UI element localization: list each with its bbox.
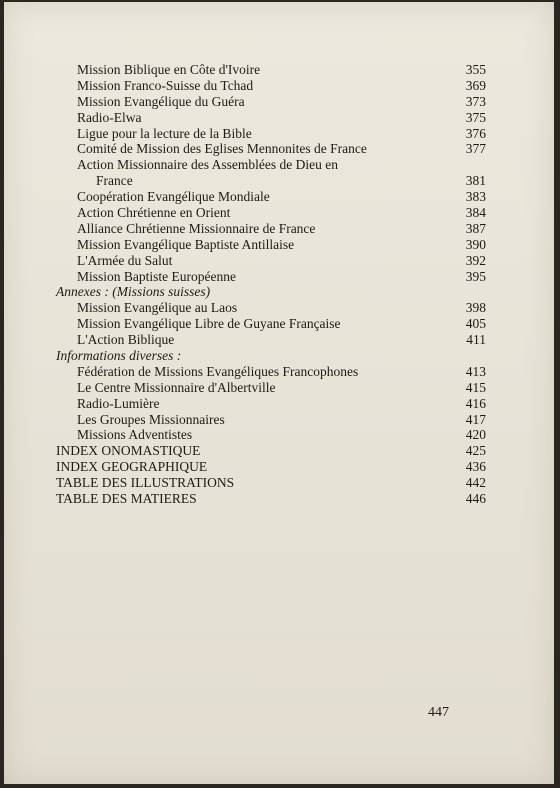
toc-entry-title: Radio-Lumière	[77, 395, 160, 411]
toc-entry-title: Radio-Elwa	[77, 109, 142, 125]
toc-entry-page: 405	[465, 316, 486, 332]
toc-entry	[56, 316, 486, 332]
page-number: 447	[428, 705, 449, 720]
toc-main-entry	[56, 443, 486, 459]
toc-entry-title: Comité de Mission des Eglises Mennonites de France	[77, 141, 367, 157]
toc-entry	[56, 62, 486, 78]
toc-entry	[56, 300, 486, 316]
toc-entry-title: INDEX ONOMASTIQUE	[56, 443, 201, 459]
toc-entry	[56, 364, 486, 380]
toc-entry	[56, 78, 486, 94]
toc-entry-page: 415	[465, 379, 486, 395]
toc-entry	[56, 427, 486, 443]
toc-main-entry	[56, 459, 486, 475]
toc-entry-page: 377	[465, 141, 486, 157]
toc-entry-title: France	[96, 173, 133, 189]
toc-entry-title: Coopération Evangélique Mondiale	[77, 189, 270, 205]
toc-entry-title: Mission Baptiste Européenne	[77, 268, 236, 284]
toc-entry	[56, 157, 486, 173]
toc-entry-page: 390	[465, 236, 486, 252]
toc-entry-title: Action Chrétienne en Orient	[77, 205, 231, 221]
toc-entry-continuation	[56, 173, 486, 189]
toc-entry-page: 417	[465, 411, 486, 427]
toc-entry	[56, 141, 486, 157]
toc-main-entry	[56, 491, 486, 507]
toc-section-heading	[56, 348, 486, 364]
toc-entry-page: 436	[465, 459, 486, 475]
section-heading-annexes: Annexes : (Missions suisses)	[56, 284, 211, 300]
toc-entry-title: Mission Biblique en Côte d'Ivoire	[77, 62, 261, 77]
toc-entry-page: 416	[465, 395, 486, 411]
toc-entry-title: INDEX GEOGRAPHIQUE	[56, 459, 208, 475]
toc-entry	[56, 94, 486, 110]
toc-entry-page: 425	[465, 443, 486, 459]
toc-entry	[56, 237, 486, 253]
toc-entry-title: L'Armée du Salut	[77, 252, 173, 268]
toc-entry-page: 442	[465, 475, 486, 491]
toc-entry-title: Le Centre Missionnaire d'Albertville	[77, 379, 276, 395]
toc-entry-page: 376	[465, 125, 486, 141]
toc-entry	[56, 380, 486, 396]
toc-entry-page: 446	[465, 491, 486, 507]
toc-entry	[56, 110, 486, 126]
toc-main-entry	[56, 475, 486, 491]
toc-entry-title: Ligue pour la lecture de la Bible	[77, 125, 252, 141]
toc-entry-title: Mission Evangélique Libre de Guyane Française	[77, 316, 341, 332]
toc-entry-page: 369	[465, 77, 486, 93]
toc-entry-title: TABLE DES MATIERES	[56, 491, 197, 507]
toc-entry	[56, 396, 486, 412]
toc-entry-page: 383	[465, 189, 486, 205]
toc-entry-title: Mission Evangélique Baptiste Antillaise	[77, 236, 295, 252]
toc-entry-page: 392	[465, 252, 486, 268]
toc-entry-page: 381	[465, 173, 486, 189]
toc-entry-page: 387	[465, 220, 486, 236]
toc-entry-title: Alliance Chrétienne Missionnaire de France	[77, 220, 316, 236]
toc-entry	[56, 269, 486, 285]
toc-entry	[56, 126, 486, 142]
toc-entry-page: 395	[465, 268, 486, 284]
toc-entry	[56, 189, 486, 205]
toc-entry-title: Fédération de Missions Evangéliques Francophones	[77, 363, 359, 379]
toc-entry-title: Mission Evangélique au Laos	[77, 300, 238, 316]
toc-entry	[56, 205, 486, 221]
toc-entry	[56, 221, 486, 237]
toc-entry-page: 420	[465, 427, 486, 443]
toc-entry	[56, 332, 486, 348]
toc-entry-title: Mission Evangélique du Guéra	[77, 93, 245, 109]
toc-entry-title: Les Groupes Missionnaires	[77, 411, 225, 427]
toc-section-heading	[56, 284, 486, 300]
toc-entry-page: 411	[466, 332, 486, 348]
table-of-contents	[56, 62, 486, 507]
toc-entry	[56, 253, 486, 269]
toc-entry-page: 355	[465, 62, 486, 77]
toc-entry-page: 413	[465, 363, 486, 379]
toc-entry-page: 384	[465, 205, 486, 221]
toc-entry-title: TABLE DES ILLUSTRATIONS	[56, 475, 235, 491]
toc-entry-page: 373	[465, 93, 486, 109]
toc-entry-title: Mission Franco-Suisse du Tchad	[77, 77, 254, 93]
toc-entry	[56, 412, 486, 428]
toc-entry-title: Missions Adventistes	[77, 427, 193, 443]
toc-entry-page: 375	[465, 109, 486, 125]
toc-entry-page: 398	[465, 300, 486, 316]
toc-entry-title: L'Action Biblique	[77, 332, 175, 348]
toc-entry-title: Action Missionnaire des Assemblées de Dieu en	[77, 157, 338, 173]
section-heading-informations: Informations diverses :	[56, 348, 182, 364]
book-page	[4, 2, 554, 784]
